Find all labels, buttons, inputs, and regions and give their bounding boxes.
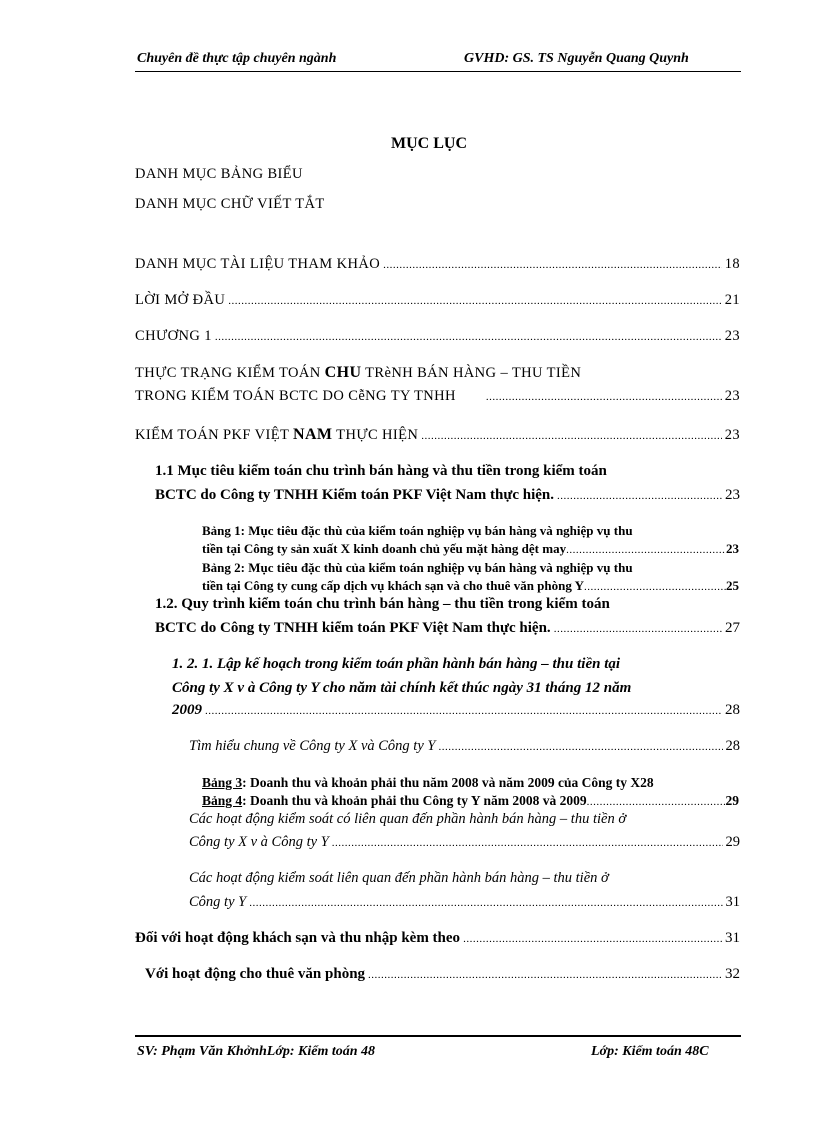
section-1-2-1-line-3[interactable]	[172, 702, 740, 719]
dot-leader	[587, 796, 726, 808]
toc-page: 18	[724, 256, 740, 272]
toc-text: CHƯƠNG 1	[135, 328, 212, 344]
table-2-line-2[interactable]	[202, 578, 739, 594]
toc-text: Với hoạt động cho thuê văn phòng	[145, 966, 366, 982]
dot-leader	[249, 897, 722, 909]
footer-rule	[135, 1035, 741, 1037]
dot-leader	[332, 837, 723, 849]
header-right: GVHD: GS. TS Nguyễn Quang Quynh	[464, 51, 689, 66]
toc-page: 28	[725, 738, 740, 754]
chapter-title-part: NAM	[293, 426, 333, 443]
toc-text: tiền tại Công ty sản xuất X kinh doanh chủ yếu mặt hàng dệt may	[202, 541, 567, 556]
toc-text: Công ty X v à Công ty Y	[189, 834, 329, 850]
heading-tables: DANH MỤC BẢNG BIỂU	[135, 166, 303, 182]
table-4-entry[interactable]	[202, 793, 739, 809]
dot-leader	[228, 295, 722, 307]
footer-left: SV: Phạm Văn KhởnhLớp: Kiểm toán 48	[137, 1044, 376, 1059]
dot-leader	[368, 969, 722, 981]
header-rule	[135, 71, 741, 72]
dot-leader	[383, 259, 722, 271]
toc-text: Công ty Y	[189, 894, 247, 910]
dot-leader	[566, 544, 726, 556]
section-1-1-line-1[interactable]: 1.1 Mục tiêu kiểm toán chu trình bán hàng và thu tiền trong kiểm toán	[155, 463, 607, 479]
dot-leader	[438, 741, 722, 753]
section-1-2-line-2[interactable]	[155, 620, 740, 637]
chapter-title-line-3[interactable]	[135, 426, 740, 444]
dot-leader	[215, 331, 722, 343]
section-1-1-line-2[interactable]	[155, 487, 740, 504]
toc-page: 27	[725, 620, 740, 636]
dot-leader	[584, 581, 726, 593]
toc-entry-office[interactable]	[145, 966, 740, 983]
toc-page: 29	[725, 793, 739, 808]
toc-text: 2009	[172, 702, 202, 718]
dot-leader	[486, 391, 722, 403]
toc-text: TRONG KIỂM TOÁN BCTC DO CễNG TY TNHH	[135, 388, 456, 404]
chapter-title-part: TRèNH BÁN HÀNG – THU TIỀN	[361, 365, 582, 381]
table-4-text: : Doanh thu và khoản phải thu Công ty Y năm 2008 và 2009	[242, 793, 587, 808]
dot-leader	[205, 705, 722, 717]
table-3-page: 28	[640, 775, 654, 790]
toc-entry-overview[interactable]	[189, 738, 740, 755]
heading-abbrev: DANH MỤC CHỮ VIẾT TẮT	[135, 196, 325, 212]
chapter-title-part: KIỂM TOÁN PKF VIỆT	[135, 427, 293, 443]
table-2-line-1[interactable]: Bảng 2: Mục tiêu đặc thù của kiểm toán nghiệp vụ bán hàng và nghiệp vụ thu	[202, 560, 633, 575]
dot-leader	[557, 490, 722, 502]
toc-page: 23	[724, 427, 740, 443]
header-left: Chuyên đề thực tập chuyên ngành	[137, 51, 337, 66]
footer-right: Lớp: Kiểm toán 48C	[591, 1044, 709, 1059]
toc-page: 25	[726, 578, 739, 593]
toc-text	[202, 793, 587, 809]
toc-text: Đối với hoạt động khách sạn và thu nhập kèm theo	[135, 930, 461, 946]
toc-text: BCTC do Công ty TNHH kiểm toán PKF Việt Nam thực hiện.	[155, 620, 551, 636]
toc-page: 23	[724, 328, 740, 344]
page-title: MỤC LỤC	[391, 135, 467, 152]
chapter-title-line-1[interactable]	[135, 364, 581, 382]
table-4-label: Bảng 4	[202, 793, 243, 808]
toc-page: 23	[725, 487, 740, 503]
toc-page: 28	[725, 702, 740, 718]
section-1-2-1-line-1[interactable]: 1. 2. 1. Lập kế hoạch trong kiểm toán phần hành bán hàng – thu tiền tại	[172, 656, 621, 672]
section-1-2-1-line-2[interactable]: Công ty X v à Công ty Y cho năm tài chính kết thúc ngày 31 tháng 12 năm	[172, 680, 632, 696]
toc-text: BCTC do Công ty TNHH Kiểm toán PKF Việt Nam thực hiện.	[155, 487, 555, 503]
toc-page: 29	[725, 834, 740, 850]
toc-entry-references[interactable]	[135, 256, 740, 273]
toc-page: 23	[724, 388, 740, 404]
toc-entry-chapter[interactable]	[135, 328, 740, 345]
table-1-line-2[interactable]	[202, 541, 739, 557]
toc-page: 21	[724, 292, 740, 308]
toc-text	[135, 426, 418, 444]
dot-leader	[554, 623, 722, 635]
toc-page: 32	[725, 966, 740, 982]
table-3-entry[interactable]	[202, 775, 654, 791]
toc-text: tiền tại Công ty cung cấp dịch vụ khách sạn và cho thuê văn phòng Y	[202, 578, 585, 593]
toc-text: Tìm hiểu chung về Công ty X và Công ty Y	[189, 738, 436, 754]
section-1-2-line-1[interactable]: 1.2. Quy trình kiểm toán chu trình bán hàng – thu tiền trong kiểm toán	[155, 596, 610, 612]
toc-page: 31	[725, 894, 740, 910]
dot-leader	[463, 933, 722, 945]
chapter-title-line-2[interactable]	[135, 388, 740, 405]
toc-page: 23	[726, 541, 739, 556]
control-activities-x-line-1[interactable]: Các hoạt động kiểm soát có liên quan đến phần hành bán hàng – thu tiền ở	[189, 811, 627, 827]
control-activities-x-line-2[interactable]	[189, 834, 740, 851]
table-3-label: Bảng 3	[202, 775, 243, 790]
toc-page: 31	[725, 930, 740, 946]
toc-entry-hotel[interactable]	[135, 930, 740, 947]
chapter-title-part: CHU	[324, 364, 362, 381]
control-activities-y-line-2[interactable]	[189, 894, 740, 911]
toc-text: LỜI MỞ ĐẦU	[135, 292, 226, 308]
table-3-text: : Doanh thu và khoản phải thu năm 2008 và năm 2009 của Công ty X	[242, 775, 641, 790]
table-1-line-1[interactable]: Bảng 1: Mục tiêu đặc thù của kiểm toán nghiệp vụ bán hàng và nghiệp vụ thu	[202, 523, 633, 538]
toc-entry-intro[interactable]	[135, 292, 740, 309]
chapter-title-part: THỰC HIỆN	[332, 427, 419, 443]
toc-text: DANH MỤC TÀI LIỆU THAM KHẢO	[135, 256, 381, 272]
chapter-title-part: THỰC TRẠNG KIỂM TOÁN	[135, 365, 325, 381]
dot-leader	[421, 430, 721, 442]
control-activities-y-line-1[interactable]: Các hoạt động kiểm soát liên quan đến phần hành bán hàng – thu tiền ở	[189, 870, 609, 886]
